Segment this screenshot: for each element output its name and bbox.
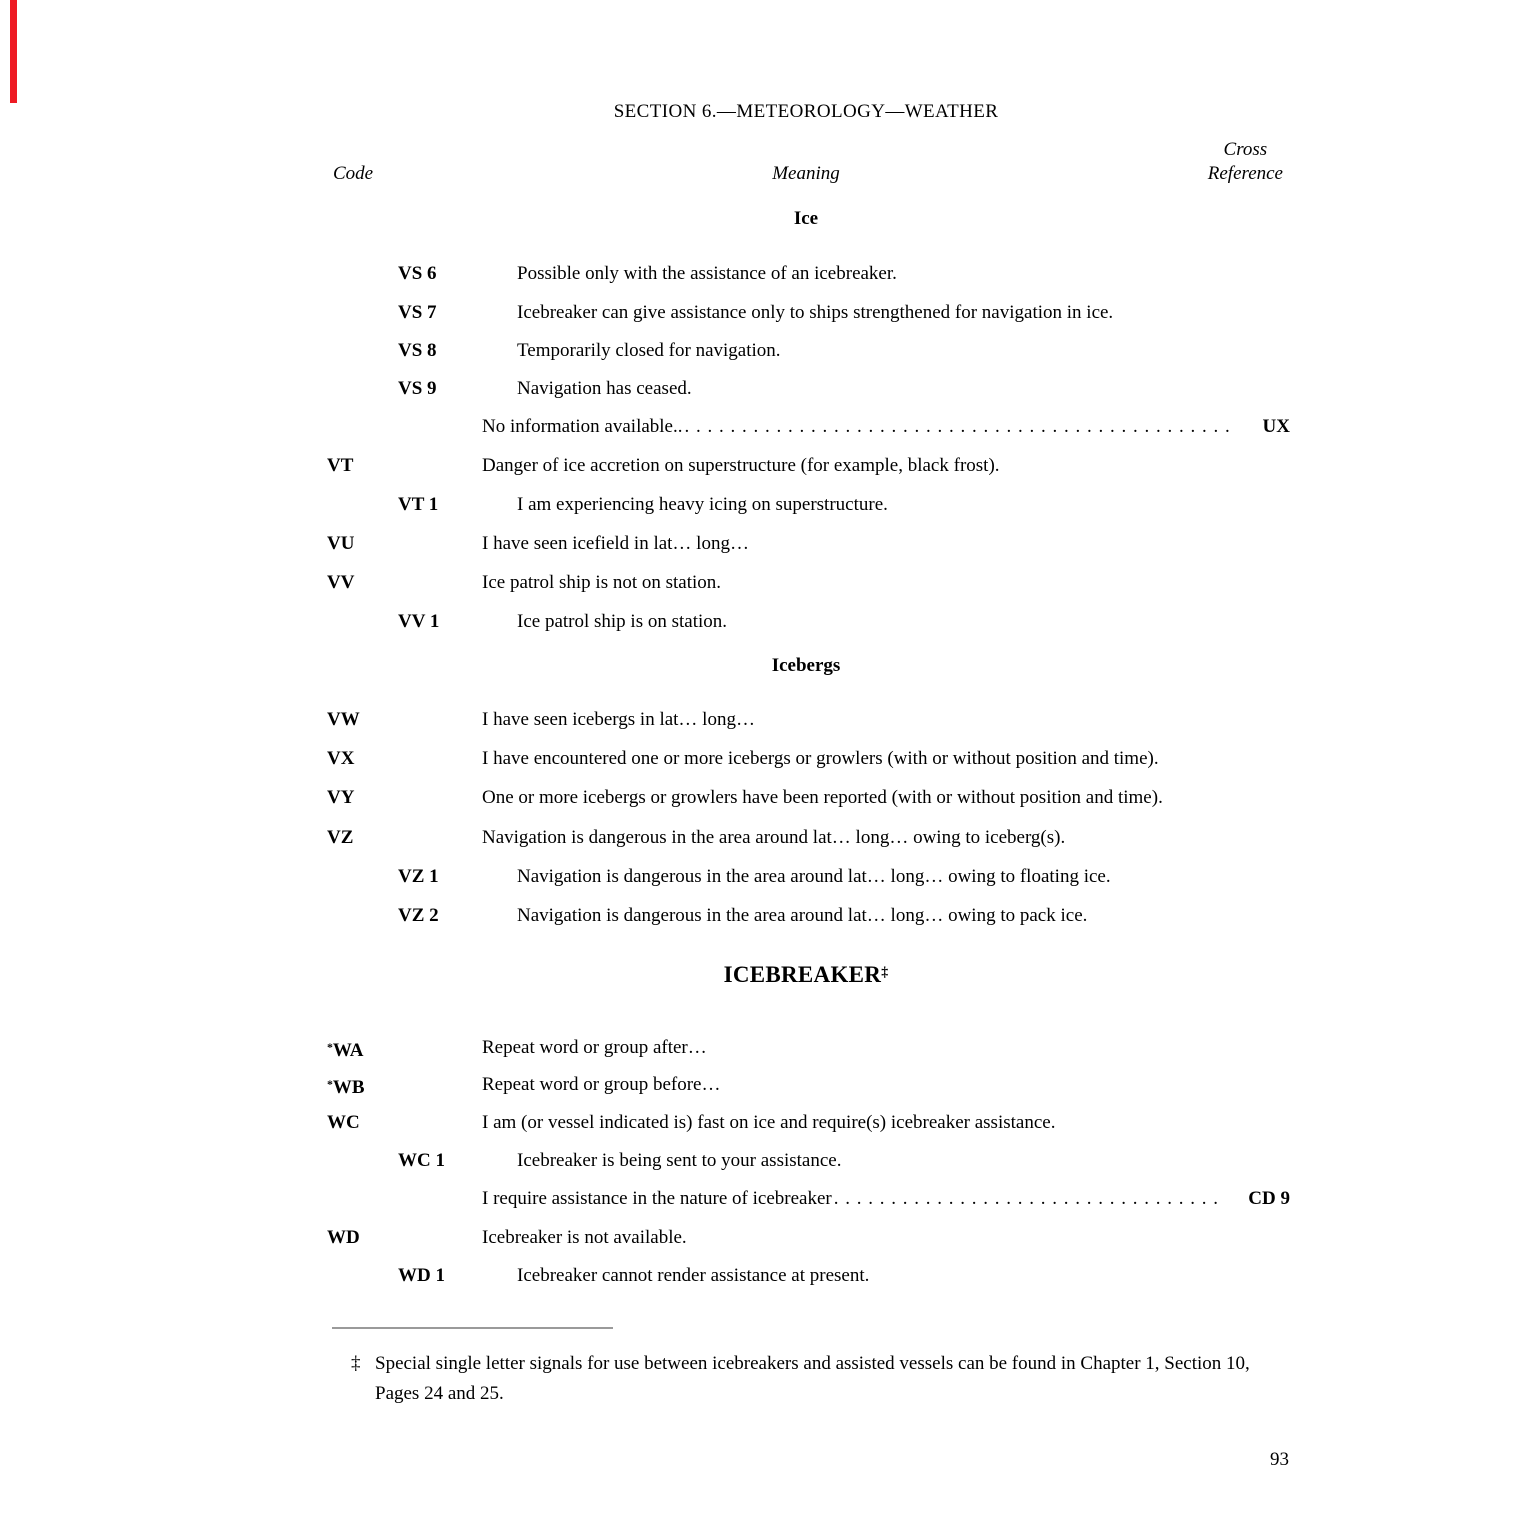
dot-leader bbox=[685, 415, 1233, 439]
meaning-cell: Danger of ice accretion on superstructure (for example, black frost). bbox=[482, 455, 1000, 476]
meaning-cell: I am experiencing heavy icing on superstructure. bbox=[517, 494, 888, 515]
section-heading-ice: Ice bbox=[793, 208, 819, 229]
footnote-line-2: Pages 24 and 25. bbox=[375, 1383, 504, 1404]
table-row-cross-reference bbox=[0, 1187, 1540, 1211]
code-cell: VS 7 bbox=[398, 302, 437, 323]
page-number: 93 bbox=[1270, 1449, 1289, 1470]
asterisk-mark: * bbox=[327, 1078, 333, 1091]
code-cell: VT bbox=[327, 455, 354, 476]
code-cell: VT 1 bbox=[398, 494, 439, 515]
footnote-rule bbox=[332, 1327, 613, 1329]
code-cell: VZ bbox=[327, 827, 354, 848]
code-cell: WC bbox=[327, 1112, 360, 1133]
code-cell: WC 1 bbox=[398, 1150, 445, 1171]
meaning-cell: I have encountered one or more icebergs or growlers (with or without position and time). bbox=[482, 748, 1159, 769]
code-cell: WD bbox=[327, 1227, 360, 1248]
dot-leader bbox=[834, 1187, 1219, 1211]
asterisk-mark: * bbox=[327, 1041, 333, 1054]
code-cell: WD 1 bbox=[398, 1265, 445, 1286]
table-row-cross-reference bbox=[0, 415, 1540, 439]
column-header-cross-reference bbox=[1208, 138, 1283, 186]
column-header-code: Code bbox=[333, 163, 374, 184]
code-cell: VW bbox=[327, 709, 360, 730]
meaning-cell: Icebreaker is being sent to your assistance. bbox=[517, 1150, 842, 1171]
meaning-cell: Icebreaker cannot render assistance at present. bbox=[517, 1265, 870, 1286]
meaning-cell: One or more icebergs or growlers have been reported (with or without position and time). bbox=[482, 787, 1163, 808]
code-cell: VZ 2 bbox=[398, 905, 439, 926]
meaning-cell: Navigation is dangerous in the area around lat… long… owing to pack ice. bbox=[517, 905, 1088, 926]
cross-reference-cell: CD 9 bbox=[1248, 1188, 1290, 1209]
code-cell: VY bbox=[327, 787, 355, 808]
code-cell: VU bbox=[327, 533, 355, 554]
cross-label: Cross bbox=[1223, 139, 1268, 160]
column-header-meaning: Meaning bbox=[772, 163, 840, 184]
meaning-cell: Ice patrol ship is on station. bbox=[517, 611, 728, 632]
meaning-cell: Icebreaker is not available. bbox=[482, 1227, 687, 1248]
meaning-cell: I have seen icebergs in lat… long… bbox=[482, 709, 755, 730]
page-title: SECTION 6.—METEOROLOGY—WEATHER bbox=[613, 101, 999, 122]
double-dagger-mark: ‡ bbox=[881, 964, 889, 979]
code-cell: VS 8 bbox=[398, 340, 437, 361]
code-cell: VV bbox=[327, 572, 355, 593]
reference-label: Reference bbox=[1207, 163, 1283, 184]
code-cell: VX bbox=[327, 748, 355, 769]
cross-reference-cell: UX bbox=[1262, 416, 1290, 437]
meaning-cell: I am (or vessel indicated is) fast on ice and require(s) icebreaker assistance. bbox=[482, 1112, 1056, 1133]
meaning-cell: Temporarily closed for navigation. bbox=[517, 340, 781, 361]
meaning-cell: I have seen icefield in lat… long… bbox=[482, 533, 749, 554]
meaning-cell: Icebreaker can give assistance only to ships strengthened for navigation in ice. bbox=[517, 302, 1114, 323]
footnote-text bbox=[375, 1349, 1275, 1409]
meaning-cell: Navigation has ceased. bbox=[517, 378, 692, 399]
icebreaker-label: ICEBREAKER bbox=[723, 962, 882, 987]
meaning-cell: I require assistance in the nature of icebreaker bbox=[482, 1188, 832, 1209]
code-cell: VV 1 bbox=[398, 611, 440, 632]
meaning-cell: Repeat word or group before… bbox=[482, 1074, 721, 1095]
footnote-line-1: Special single letter signals for use between icebreakers and assisted vessels can be found in Chapter 1, Section 10, bbox=[375, 1353, 1250, 1374]
code-cell: VS 9 bbox=[398, 378, 437, 399]
footnote-symbol: ‡ bbox=[351, 1353, 361, 1374]
meaning-cell: Navigation is dangerous in the area around lat… long… owing to floating ice. bbox=[517, 866, 1111, 887]
code-cell: VS 6 bbox=[398, 263, 437, 284]
meaning-cell: No information available.. bbox=[482, 416, 683, 437]
code-cell: VZ 1 bbox=[398, 866, 439, 887]
meaning-cell: Possible only with the assistance of an icebreaker. bbox=[517, 263, 897, 284]
code-cell: *WB bbox=[327, 1077, 365, 1098]
section-heading-icebergs: Icebergs bbox=[771, 655, 841, 676]
meaning-cell: Repeat word or group after… bbox=[482, 1037, 707, 1058]
meaning-cell: Navigation is dangerous in the area around lat… long… owing to iceberg(s). bbox=[482, 827, 1066, 848]
code-cell: *WA bbox=[327, 1040, 364, 1061]
meaning-cell: Ice patrol ship is not on station. bbox=[482, 572, 722, 593]
section-heading-icebreaker bbox=[72, 959, 1540, 988]
red-edge-mark bbox=[10, 0, 17, 103]
